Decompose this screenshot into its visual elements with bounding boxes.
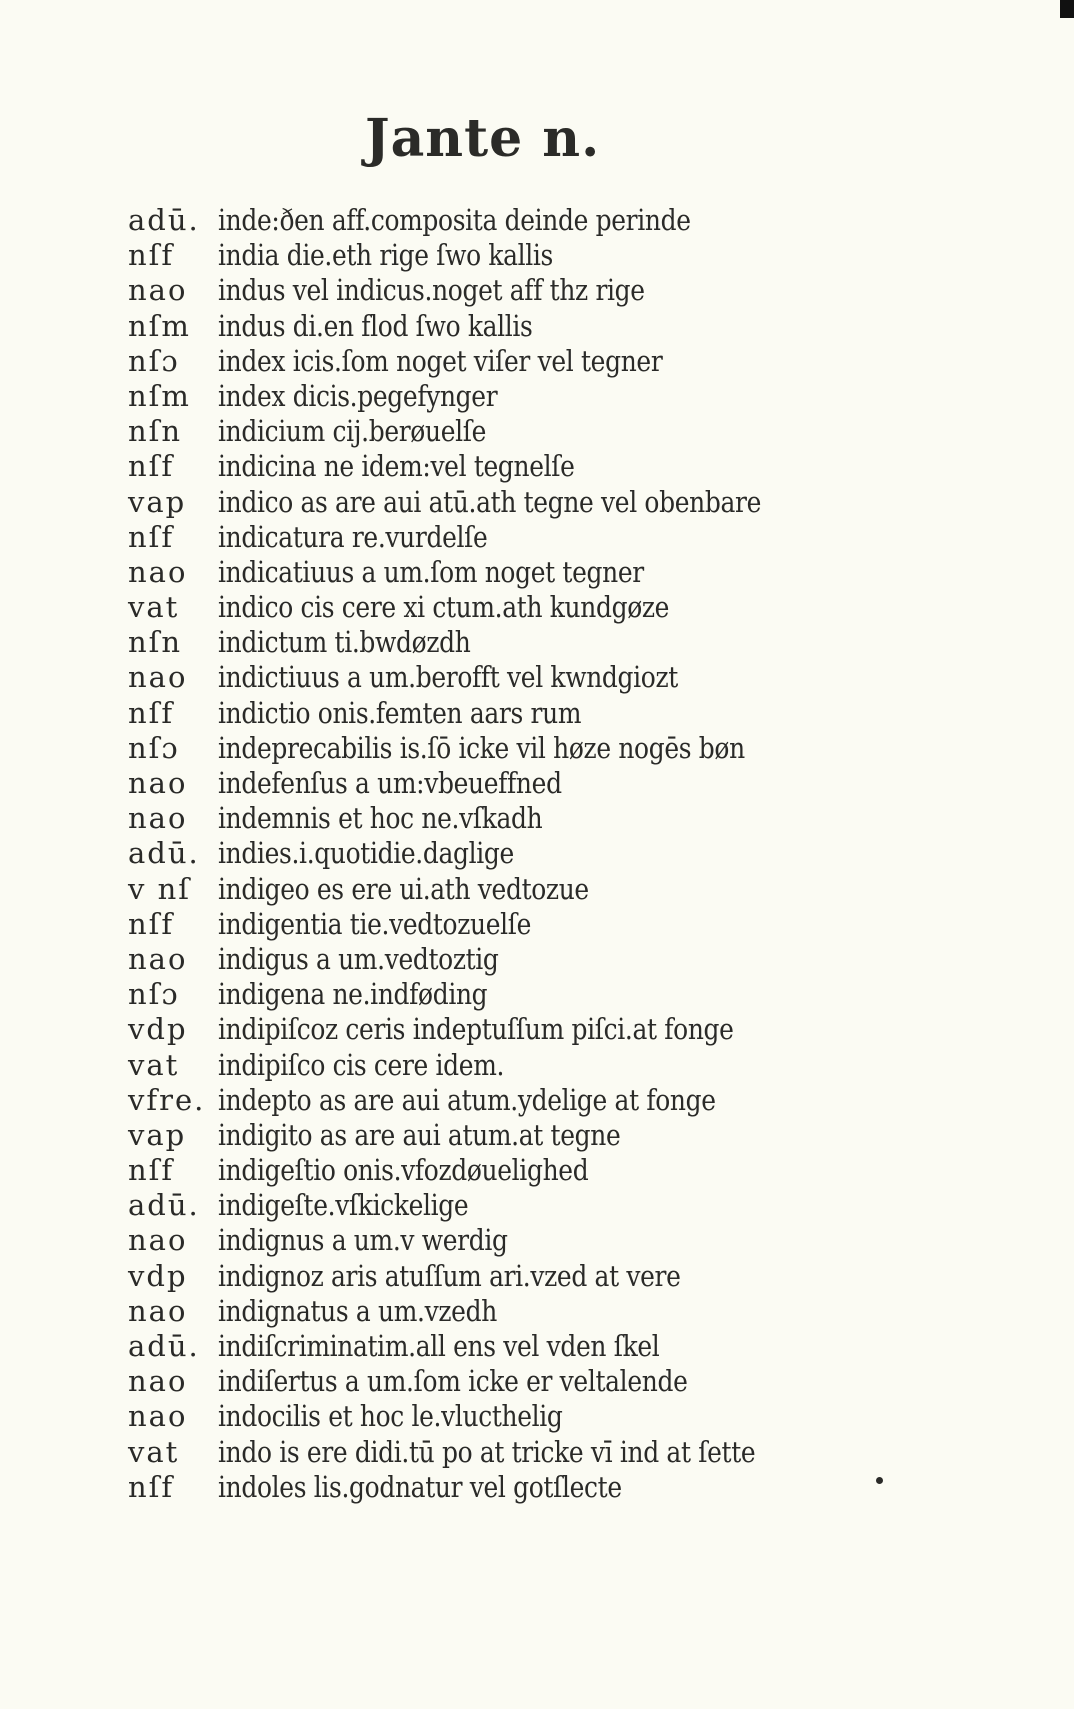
entry-text: inde:ðen aff.composita deinde perinde	[218, 203, 691, 237]
entry-text: indigeſte.vſkickelige	[218, 1188, 469, 1223]
entry-text: indipiſcoz ceris indeptuſſum piſci.at fonge	[218, 1012, 734, 1047]
dictionary-entry	[128, 872, 908, 907]
grammar-code: nſɔ	[128, 730, 180, 765]
entry-text: indictum ti.bwdøzdh	[218, 625, 471, 660]
entry-text: indefenſus a um:vbeueffned	[218, 766, 562, 800]
grammar-code: adū.	[128, 1188, 200, 1223]
entry-text: index icis.ſom noget viſer vel tegner	[218, 343, 663, 378]
dictionary-entry	[128, 1259, 908, 1294]
grammar-code: nao	[128, 1364, 188, 1399]
grammar-code: nao	[128, 1399, 188, 1434]
grammar-code: nao	[128, 941, 188, 976]
entry-text: index dicis.pegefynger	[218, 378, 498, 413]
grammar-code: nao	[128, 766, 188, 800]
entry-text: indo is ere didi.tū po at tricke vī ind at ſette	[218, 1434, 756, 1469]
grammar-code: adū.	[128, 203, 200, 237]
dictionary-entry	[128, 907, 908, 942]
grammar-code: nſf	[128, 1153, 175, 1188]
entry-text: indigentia tie.vedtozuelſe	[218, 906, 532, 941]
dictionary-entry	[128, 344, 908, 379]
dictionary-entry	[128, 520, 908, 555]
ink-dot	[876, 1477, 883, 1484]
grammar-code: vfre.	[128, 1082, 206, 1117]
dictionary-entry	[128, 1118, 908, 1153]
dictionary-entry	[128, 1399, 908, 1434]
dictionary-entry	[128, 238, 908, 273]
grammar-code: vat	[128, 1047, 180, 1082]
entry-text: indipiſco cis cere idem.	[218, 1047, 505, 1082]
entry-text: indigeſtio onis.vfozdøuelighed	[218, 1153, 589, 1188]
grammar-code: nſn	[128, 625, 183, 660]
entry-text: indus vel indicus.noget aff thz rige	[218, 273, 645, 308]
grammar-code: nſɔ	[128, 977, 180, 1012]
dictionary-entry	[128, 1364, 908, 1399]
dictionary-entries	[128, 203, 908, 1505]
entry-text: indignus a um.v werdig	[218, 1223, 508, 1258]
entry-text: indignatus a um.vzedh	[218, 1293, 497, 1328]
dictionary-entry	[128, 1048, 908, 1083]
grammar-code: vap	[128, 1117, 187, 1152]
grammar-code: vap	[128, 484, 187, 519]
dictionary-entry	[128, 203, 908, 238]
entry-text: indiſertus a um.ſom icke er veltalende	[218, 1364, 688, 1399]
entry-text: indus di.en flod ſwo kallis	[218, 308, 533, 343]
dictionary-entry	[128, 942, 908, 977]
grammar-code: nſf	[128, 1469, 175, 1504]
dictionary-entry	[128, 273, 908, 308]
dictionary-entry	[128, 1223, 908, 1258]
entry-text: indeprecabilis is.ſō icke vil høze nogēs bøn	[218, 730, 745, 765]
grammar-code: nſf	[128, 906, 175, 941]
grammar-code: nao	[128, 554, 188, 589]
entry-text: indicatura re.vurdelſe	[218, 519, 488, 554]
grammar-code: nao	[128, 1293, 188, 1328]
entry-text: indignoz aris atuſſum ari.vzed at vere	[218, 1258, 681, 1293]
entry-text: indigena ne.indføding	[218, 977, 488, 1012]
grammar-code: vat	[128, 590, 180, 625]
dictionary-entry	[128, 1188, 908, 1223]
dictionary-entry	[128, 1435, 908, 1470]
dictionary-entry	[128, 801, 908, 836]
grammar-code: nſɔ	[128, 343, 180, 378]
dictionary-entry	[128, 1012, 908, 1047]
grammar-code: adū.	[128, 836, 200, 871]
grammar-code: nſf	[128, 695, 175, 730]
dictionary-entry	[128, 555, 908, 590]
page-title: Jante n.	[365, 108, 601, 169]
grammar-code: nſf	[128, 449, 175, 484]
entry-text: indico as are aui atū.ath tegne vel obenbare	[218, 484, 761, 519]
dictionary-entry	[128, 309, 908, 344]
entry-text: indicatiuus a um.ſom noget tegner	[218, 554, 644, 589]
dictionary-entry	[128, 1329, 908, 1364]
grammar-code: nſf	[128, 238, 175, 273]
grammar-code: nſn	[128, 414, 183, 449]
dictionary-entry	[128, 590, 908, 625]
dictionary-entry	[128, 414, 908, 449]
entry-text: indicium cij.berøuelſe	[218, 414, 487, 449]
dictionary-entry	[128, 625, 908, 660]
dictionary-entry	[128, 660, 908, 695]
grammar-code: nao	[128, 273, 188, 308]
entry-text: indigeo es ere ui.ath vedtozue	[218, 871, 589, 906]
grammar-code: v nſ	[128, 871, 192, 906]
grammar-code: nſf	[128, 519, 175, 554]
entry-text: india die.eth rige ſwo kallis	[218, 238, 553, 273]
entry-text: indoles lis.godnatur vel gotſlecte	[218, 1469, 622, 1504]
entry-text: indemnis et hoc ne.vſkadh	[218, 801, 543, 836]
entry-text: indictio onis.femten aars rum	[218, 695, 582, 730]
grammar-code: nao	[128, 801, 188, 836]
dictionary-entry	[128, 449, 908, 484]
entry-text: indico cis cere xi ctum.ath kundgøze	[218, 590, 670, 625]
dictionary-entry	[128, 1294, 908, 1329]
entry-text: indiſcriminatim.all ens vel vden ſkel	[218, 1329, 660, 1363]
entry-text: indictiuus a um.berofft vel kwndgiozt	[218, 660, 678, 695]
grammar-code: adū.	[128, 1329, 200, 1363]
grammar-code: nſm	[128, 378, 191, 413]
dictionary-entry	[128, 1153, 908, 1188]
grammar-code: vat	[128, 1434, 180, 1469]
entry-text: indigito as are aui atum.at tegne	[218, 1117, 621, 1152]
entry-text: indocilis et hoc le.vlucthelig	[218, 1399, 563, 1434]
dictionary-entry	[128, 379, 908, 414]
grammar-code: vdp	[128, 1258, 188, 1293]
entry-text: indigus a um.vedtoztig	[218, 941, 499, 976]
grammar-code: nao	[128, 660, 188, 695]
dictionary-entry	[128, 977, 908, 1012]
entry-text: indies.i.quotidie.daglige	[218, 836, 514, 871]
dictionary-entry	[128, 696, 908, 731]
dictionary-entry	[128, 766, 908, 801]
entry-text: indepto as are aui atum.ydelige at fonge	[218, 1082, 716, 1117]
grammar-code: vdp	[128, 1012, 188, 1047]
dictionary-entry	[128, 1083, 908, 1118]
dictionary-entry	[128, 485, 908, 520]
scan-edge-mark	[1060, 0, 1074, 18]
dictionary-entry	[128, 836, 908, 871]
entry-text: indicina ne idem:vel tegnelſe	[218, 449, 575, 484]
dictionary-entry	[128, 731, 908, 766]
dictionary-entry	[128, 1470, 908, 1505]
grammar-code: nſm	[128, 308, 191, 343]
grammar-code: nao	[128, 1223, 188, 1258]
